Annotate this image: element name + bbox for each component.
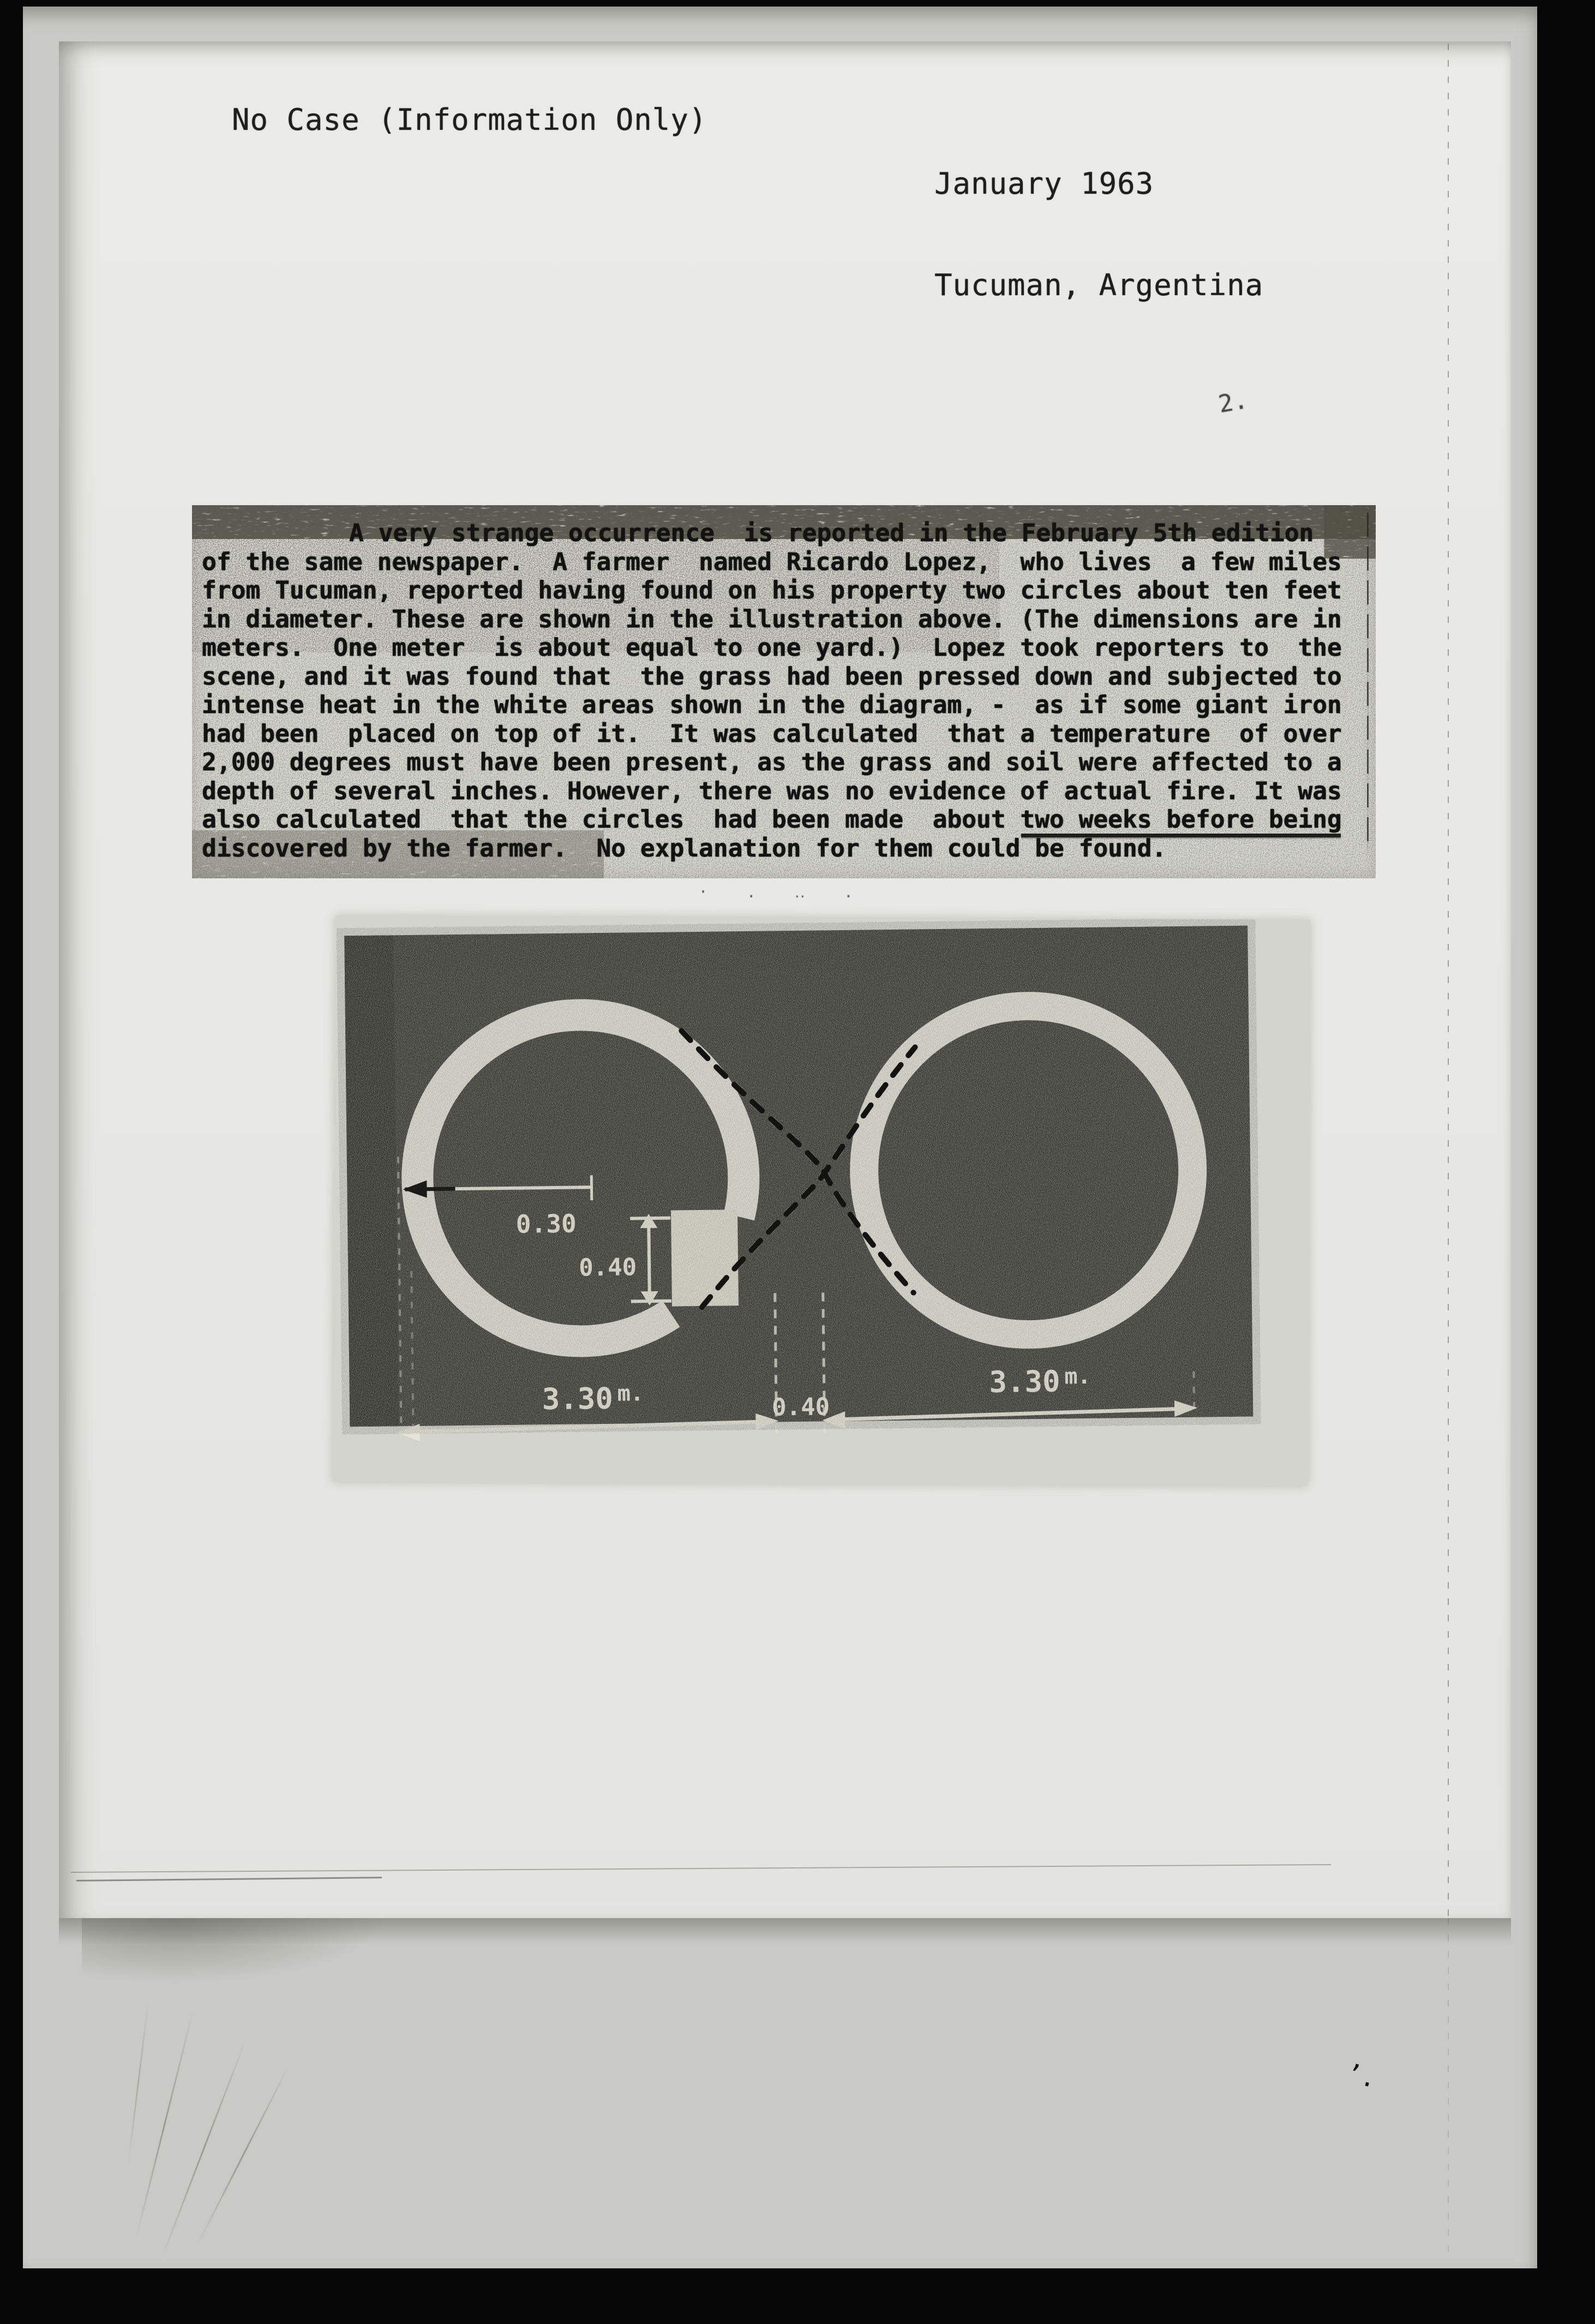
clipping-text-line: 2,000 degrees must have been present, as the grass and soil were affected to a	[202, 748, 1342, 776]
clipping-text-line: had been placed on top of it. It was calculated that a temperature of over	[202, 720, 1342, 748]
location-text: Tucuman, Argentina	[934, 268, 1264, 302]
clipping-text-line: in diameter. These are shown in the illustration above. (The dimensions are in	[202, 605, 1342, 633]
case-status-text: No Case (Information Only)	[232, 103, 707, 137]
pencil-mark: 2.	[1216, 386, 1250, 419]
clipping-text-line: meters. One meter is about equal to one yard.) Lopez took reporters to the	[202, 634, 1342, 662]
ring-thickness-label: 0.30	[515, 1208, 577, 1239]
paper-bottom-shadow-blob	[82, 1918, 387, 1984]
clipping-text-line: depth of several inches. However, there was no evidence of actual fire. It was	[202, 777, 1342, 805]
right-diameter-value: 3.30	[989, 1364, 1060, 1400]
circles-diagram-photo	[333, 915, 1311, 1486]
clipping-right-edge	[1367, 513, 1369, 851]
clipping-text-line: of the same newspaper. A farmer named Ricardo Lopez, who lives a few miles	[202, 548, 1342, 576]
paper-fold-line-extension	[1448, 1918, 1449, 2262]
left-diameter-value: 3.30	[542, 1381, 614, 1417]
underlined-phrase: two weeks before being	[1020, 806, 1342, 834]
clipping-text-line: scene, and it was found that the grass had been pressed down and subjected to	[202, 662, 1342, 691]
center-gap-label: 0.40	[771, 1393, 830, 1422]
left-diameter-unit: m.	[617, 1381, 644, 1406]
gap-width-label: 0.40	[578, 1253, 637, 1282]
right-diameter-unit: m.	[1064, 1363, 1091, 1389]
clipping-text-line: A very strange occurrence is reported in the February 5th edition	[349, 519, 1314, 547]
ink-mark: ʼ.	[1343, 2058, 1380, 2094]
newspaper-clipping	[192, 505, 1376, 878]
circles-diagram	[333, 915, 1311, 1486]
header-date-location	[934, 99, 1263, 370]
paper-fold-line	[1448, 44, 1449, 1917]
clipping-text-line: also calculated that the circles had been made about two weeks before being	[202, 806, 1342, 834]
clipping-text-line: intense heat in the white areas shown in the diagram, - as if some giant iron	[202, 691, 1342, 719]
date-text: January 1963	[934, 166, 1154, 201]
clipping-text-line: discovered by the farmer. No explanation for them could be found.	[202, 834, 1167, 862]
clipping-text-line: from Tucuman, reported having found on his property two circles about ten feet	[202, 577, 1342, 604]
smudge-dots: · . ‥ .	[698, 883, 868, 902]
clipping-text-block	[202, 519, 1366, 863]
